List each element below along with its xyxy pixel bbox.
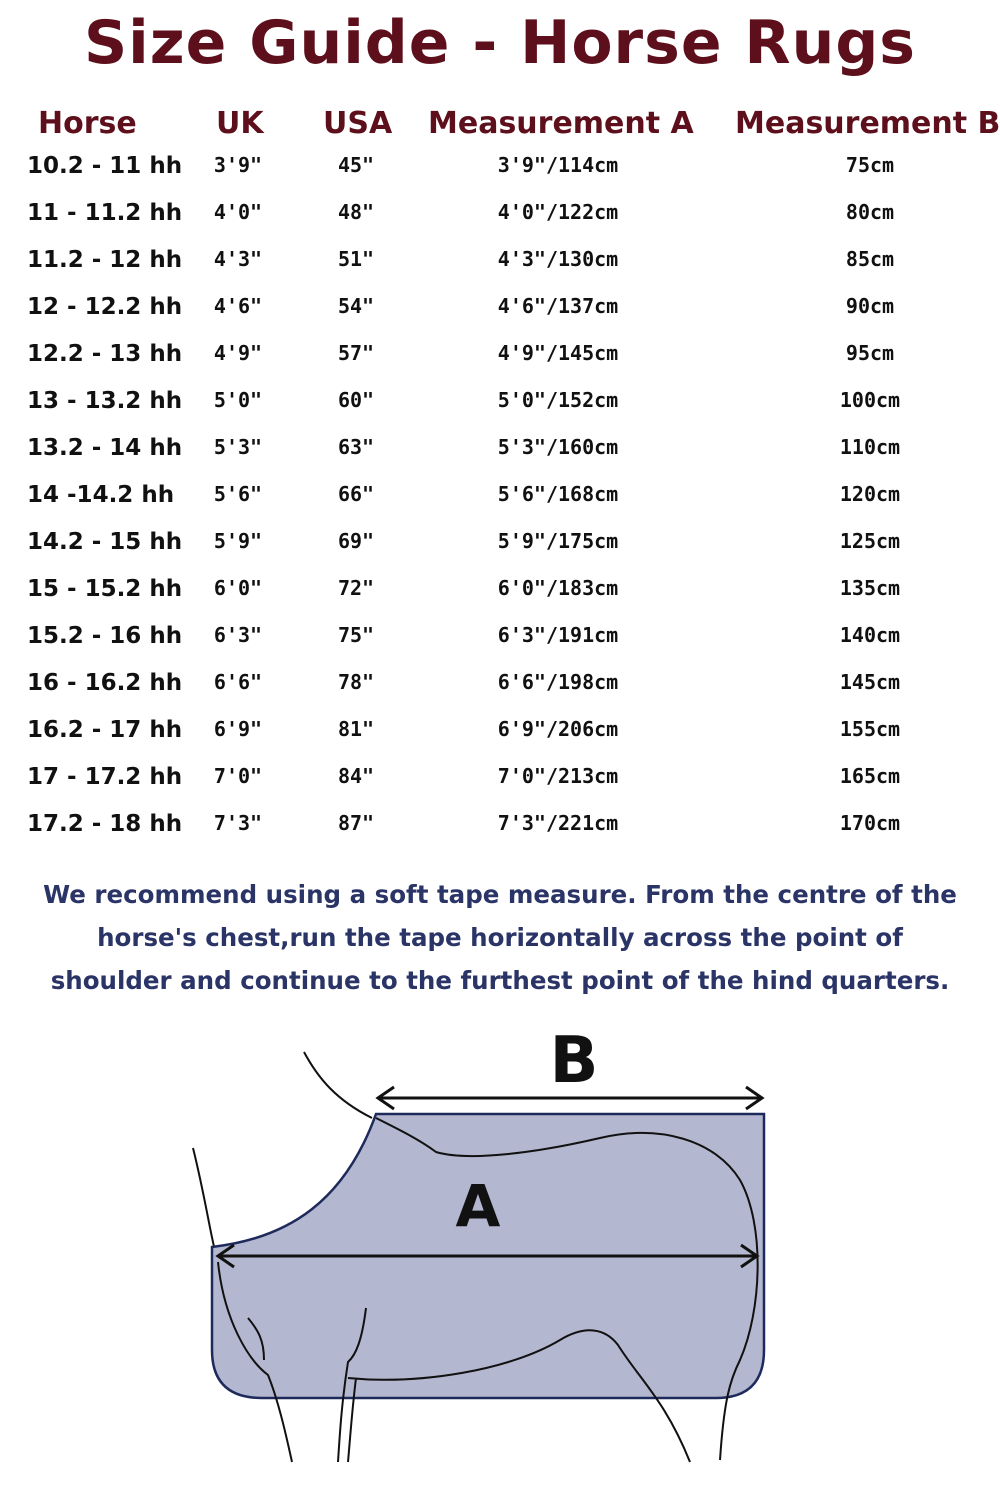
usa-size: 51": [337, 247, 375, 271]
measurement-a-value: 7'0"/213cm: [497, 764, 619, 788]
measurement-b-value: 145cm: [839, 670, 901, 694]
header-uk: UK: [216, 106, 264, 141]
table-row: [0, 662, 1000, 709]
instruction-line: shoulder and continue to the furthest point of the hind quarters.: [50, 966, 950, 995]
usa-size: 45": [337, 153, 375, 177]
table-row: [0, 803, 1000, 850]
horse-height: 17 - 17.2 hh: [27, 764, 183, 790]
uk-size: 6'6": [213, 670, 263, 694]
measurement-a-value: 4'3"/130cm: [497, 247, 619, 271]
table-row: [0, 427, 1000, 474]
measurement-b-value: 170cm: [839, 811, 901, 835]
table-row: [0, 615, 1000, 662]
usa-size: 81": [337, 717, 375, 741]
measurement-a-value: 4'0"/122cm: [497, 200, 619, 224]
table-row: [0, 192, 1000, 239]
table-row: [0, 145, 1000, 192]
horse-height: 13 - 13.2 hh: [27, 388, 183, 414]
measurement-b-value: 85cm: [845, 247, 895, 271]
usa-size: 63": [337, 435, 375, 459]
usa-size: 57": [337, 341, 375, 365]
usa-size: 78": [337, 670, 375, 694]
uk-size: 5'3": [213, 435, 263, 459]
measurement-a-value: 3'9"/114cm: [497, 153, 619, 177]
uk-size: 6'9": [213, 717, 263, 741]
size-table: [0, 145, 1000, 850]
measurement-b-value: 90cm: [845, 294, 895, 318]
horse-height: 14.2 - 15 hh: [27, 529, 183, 555]
usa-size: 48": [337, 200, 375, 224]
table-row: [0, 333, 1000, 380]
uk-size: 7'0": [213, 764, 263, 788]
header-measurement-a: Measurement A: [428, 106, 694, 141]
uk-size: 5'9": [213, 529, 263, 553]
uk-size: 6'3": [213, 623, 263, 647]
measurement-a-value: 6'9"/206cm: [497, 717, 619, 741]
measurement-a-value: 7'3"/221cm: [497, 811, 619, 835]
uk-size: 4'6": [213, 294, 263, 318]
table-row: [0, 709, 1000, 756]
horse-height: 15 - 15.2 hh: [27, 576, 183, 602]
header-usa: USA: [323, 106, 393, 141]
measurement-a-value: 5'6"/168cm: [497, 482, 619, 506]
usa-size: 87": [337, 811, 375, 835]
instruction-line: We recommend using a soft tape measure. From the centre of the: [43, 880, 957, 909]
table-row: [0, 568, 1000, 615]
usa-size: 69": [337, 529, 375, 553]
measurement-a-value: 6'3"/191cm: [497, 623, 619, 647]
uk-size: 6'0": [213, 576, 263, 600]
horse-height: 13.2 - 14 hh: [27, 435, 183, 461]
header-horse: Horse: [38, 106, 137, 141]
uk-size: 5'6": [213, 482, 263, 506]
measurement-a-value: 5'9"/175cm: [497, 529, 619, 553]
measurement-b-value: 100cm: [839, 388, 901, 412]
horse-height: 14 -14.2 hh: [27, 482, 175, 508]
usa-size: 84": [337, 764, 375, 788]
instruction-line: horse's chest,run the tape horizontally across the point of: [97, 923, 903, 952]
uk-size: 3'9": [213, 153, 263, 177]
uk-size: 4'9": [213, 341, 263, 365]
table-row: [0, 286, 1000, 333]
horse-neck-outline: [304, 1052, 372, 1118]
measurement-a-value: 4'6"/137cm: [497, 294, 619, 318]
table-row: [0, 521, 1000, 568]
table-row: [0, 474, 1000, 521]
label-a: A: [455, 1172, 501, 1240]
usa-size: 66": [337, 482, 375, 506]
horse-height: 10.2 - 11 hh: [27, 153, 183, 179]
usa-size: 54": [337, 294, 375, 318]
rug-measurement-diagram: [0, 1020, 1000, 1490]
measurement-a-value: 4'9"/145cm: [497, 341, 619, 365]
uk-size: 7'3": [213, 811, 263, 835]
measurement-b-value: 75cm: [845, 153, 895, 177]
measurement-b-value: 155cm: [839, 717, 901, 741]
measurement-b-value: 120cm: [839, 482, 901, 506]
uk-size: 5'0": [213, 388, 263, 412]
measurement-a-value: 5'3"/160cm: [497, 435, 619, 459]
horse-height: 15.2 - 16 hh: [27, 623, 183, 649]
measurement-a-value: 6'6"/198cm: [497, 670, 619, 694]
table-row: [0, 239, 1000, 286]
measurement-a-value: 6'0"/183cm: [497, 576, 619, 600]
horse-height: 17.2 - 18 hh: [27, 811, 183, 837]
measurement-b-value: 95cm: [845, 341, 895, 365]
usa-size: 60": [337, 388, 375, 412]
measurement-b-value: 110cm: [839, 435, 901, 459]
usa-size: 72": [337, 576, 375, 600]
measuring-instructions: [20, 873, 980, 1002]
horse-height: 12 - 12.2 hh: [27, 294, 183, 320]
measurement-b-value: 125cm: [839, 529, 901, 553]
horse-height: 16 - 16.2 hh: [27, 670, 183, 696]
measurement-b-value: 80cm: [845, 200, 895, 224]
horse-height: 11 - 11.2 hh: [27, 200, 183, 226]
header-measurement-b: Measurement B: [735, 106, 1000, 141]
table-row: [0, 756, 1000, 803]
measurement-a-value: 5'0"/152cm: [497, 388, 619, 412]
uk-size: 4'0": [213, 200, 263, 224]
horse-height: 16.2 - 17 hh: [27, 717, 183, 743]
measurement-b-value: 165cm: [839, 764, 901, 788]
measurement-b-value: 135cm: [839, 576, 901, 600]
horse-chest-outline: [193, 1148, 218, 1262]
horse-height: 11.2 - 12 hh: [27, 247, 183, 273]
table-row: [0, 380, 1000, 427]
label-b: B: [549, 1024, 599, 1098]
horse-height: 12.2 - 13 hh: [27, 341, 183, 367]
uk-size: 4'3": [213, 247, 263, 271]
measurement-b-value: 140cm: [839, 623, 901, 647]
usa-size: 75": [337, 623, 375, 647]
page-title: Size Guide - Horse Rugs: [83, 8, 917, 78]
